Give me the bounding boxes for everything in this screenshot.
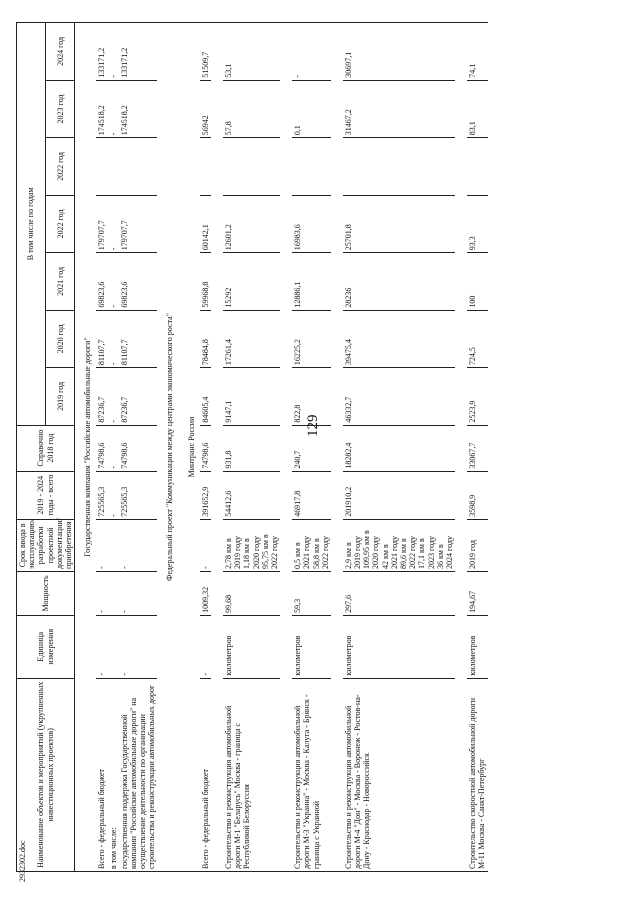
row-year-value: 822,8	[292, 368, 331, 425]
row-deadline	[467, 519, 487, 571]
row-year-value: 2523,9	[467, 368, 487, 425]
row-capacity: 59,3	[292, 571, 331, 615]
col-group-header: В том числе по годам	[17, 23, 46, 426]
row-year-value: -	[108, 310, 119, 367]
row-year-value: 81107,7	[119, 310, 158, 367]
deadline-line: 2024 году	[444, 536, 454, 569]
row-year-value: 81107,7	[96, 310, 107, 367]
col-year-header: 2020 год	[46, 310, 75, 367]
col-total-header: 2019 - 2024 годы - всего	[17, 471, 75, 519]
col-year-header: 2023 год	[46, 80, 75, 137]
deadline-line: 36 км в	[435, 544, 445, 569]
row-unit: -	[119, 615, 158, 678]
deadline-line: 42 км в	[380, 544, 390, 569]
row-unit	[108, 615, 119, 678]
deadline-line: 2019 году	[233, 536, 243, 569]
row-deadline	[108, 519, 119, 571]
row-year-value: 16225,2	[292, 310, 331, 367]
row-ref: 74798,6	[96, 425, 107, 471]
row-year-value: -	[108, 80, 119, 137]
deadline-line: 2020 году	[371, 536, 381, 569]
table-row	[108, 23, 119, 872]
row-year-value: 174518,2	[119, 80, 158, 137]
table-row	[200, 23, 211, 872]
row-year-value: 69823,6	[119, 253, 158, 310]
row-year-value	[200, 138, 211, 195]
row-ref: -	[108, 425, 119, 471]
row-year-value	[292, 138, 331, 195]
deadline-line: 2019 год	[468, 540, 478, 569]
row-ref: 74798,6	[119, 425, 158, 471]
row-total: -	[108, 471, 119, 519]
row-year-value: 9147,1	[223, 368, 280, 425]
row-year-value: 87236,7	[96, 368, 107, 425]
row-year-value: 25701,8	[343, 195, 455, 252]
row-year-value: 179707,7	[119, 195, 158, 252]
col-year-header: 2021 год	[46, 253, 75, 310]
row-total: 46917,8	[292, 471, 331, 519]
deadline-line: 2022 году	[320, 536, 330, 569]
row-year-value: -	[292, 23, 331, 81]
row-year-value: 15292	[223, 253, 280, 310]
rotated-table-sheet	[16, 22, 621, 872]
row-year-value: 93,3	[467, 195, 487, 252]
row-name: Всего - федеральный бюджет	[200, 678, 211, 871]
row-year-value: 174518,2	[96, 80, 107, 137]
row-year-value	[467, 138, 487, 195]
row-deadline: -	[96, 519, 107, 571]
row-year-value	[343, 138, 455, 195]
deadline-line: 2023 году	[426, 536, 436, 569]
row-unit: -	[96, 615, 107, 678]
row-name: Всего - федеральный бюджет	[96, 678, 107, 871]
row-year-value: 84605,4	[200, 368, 211, 425]
row-name: государственная поддержка Государственной компании "Российские автомобильные дороги" на осуществление деятельности по организации строительства и реконструкции автомобильных дорог	[119, 678, 158, 871]
row-year-value: 28236	[343, 253, 455, 310]
row-deadline	[200, 519, 211, 571]
deadline-line: 1,18 км в	[242, 538, 252, 569]
row-deadline: -	[119, 519, 158, 571]
row-total: 725565,3	[119, 471, 158, 519]
row-deadline	[223, 519, 280, 571]
deadline-line: 17,1 км в	[417, 538, 427, 569]
deadline-line: 2,78 км в	[224, 538, 233, 569]
page-number: 129	[305, 414, 321, 437]
row-ref: 33067,7	[467, 425, 487, 471]
table-row	[467, 23, 487, 872]
row-year-value: 12601,2	[223, 195, 280, 252]
col-name-header: Наименование объектов и мероприятий (укрупненных инвестиционных проектов)	[17, 678, 75, 871]
row-year-value: 30697,1	[343, 23, 455, 81]
deadline-line: 2021 году	[389, 536, 399, 569]
row-capacity: -	[96, 571, 107, 615]
row-year-value	[108, 138, 119, 195]
row-unit: километров	[292, 615, 331, 678]
col-ref-header: Справочно 2018 год	[17, 425, 75, 471]
row-name: Строительство скоростной автомобильной дороги М-11 Москва - Санкт-Петербург	[467, 678, 487, 871]
deadline-line: 2019 году	[353, 536, 363, 569]
col-year-header: 2022 год	[46, 195, 75, 252]
row-year-value: 46332,7	[343, 368, 455, 425]
row-total: 201910,2	[343, 471, 455, 519]
table-row	[292, 23, 331, 872]
row-year-value	[96, 138, 107, 195]
deadline-line: 95,75 км в	[260, 534, 270, 569]
row-year-value: 57,8	[223, 80, 280, 137]
row-year-value: 0,1	[292, 80, 331, 137]
row-year-value: 179707,7	[96, 195, 107, 252]
row-year-value: 56942	[200, 80, 211, 137]
col-deadline-header: Срок ввода в эксплуатацию/ разработки проектной документации/ приобретения	[17, 519, 75, 571]
row-year-value	[223, 138, 280, 195]
deadline-line: 0,5 км в	[293, 542, 303, 569]
row-name: в том числе:	[108, 678, 119, 871]
row-year-value: 133171,2	[119, 23, 158, 81]
row-year-value: 31467,2	[343, 80, 455, 137]
row-unit: километров	[343, 615, 455, 678]
col-year-header: 2022 год	[46, 138, 75, 195]
row-year-value: 100	[467, 253, 487, 310]
row-year-value: -	[108, 253, 119, 310]
subsection-title: Минтранс России	[179, 23, 200, 872]
table-row	[223, 23, 280, 872]
row-year-value: 51509,7	[200, 23, 211, 81]
col-unit-header: Единица измерения	[17, 615, 75, 678]
row-deadline	[343, 519, 455, 571]
row-capacity: 297,6	[343, 571, 455, 615]
row-year-value: 12886,1	[292, 253, 331, 310]
row-capacity: 1009,32	[200, 571, 211, 615]
row-year-value: 69823,6	[96, 253, 107, 310]
table-row	[119, 23, 158, 872]
row-unit: километров	[467, 615, 487, 678]
row-year-value: 78484,8	[200, 310, 211, 367]
col-capacity-header: Мощность	[17, 571, 75, 615]
row-unit: километров	[223, 615, 280, 678]
col-year-header: 2024 год	[46, 23, 75, 81]
deadline-line: 89,6 км в	[399, 538, 408, 569]
row-name: Строительство и реконструкция автомобильной дороги М-3 "Украина" - Москва - Калуга - Брянск - граница с Украиной	[292, 678, 331, 871]
row-deadline	[292, 519, 331, 571]
row-year-value: 17261,4	[223, 310, 280, 367]
row-capacity	[108, 571, 119, 615]
row-ref: 74798,6	[200, 425, 211, 471]
row-ref: 18282,4	[343, 425, 455, 471]
row-year-value: 39475,4	[343, 310, 455, 367]
row-total: 54412,6	[223, 471, 280, 519]
row-capacity: 194,67	[467, 571, 487, 615]
row-total: 391652,9	[200, 471, 211, 519]
row-capacity: 99,68	[223, 571, 280, 615]
row-unit: -	[200, 615, 211, 678]
section-title: Федеральный проект "Коммуникации между центрами экономического роста"	[157, 23, 178, 872]
section-title: Государственная компания "Российские автомобильные дороги"	[75, 23, 97, 872]
row-year-value	[119, 138, 158, 195]
deadline-line: 58,8 км в	[311, 538, 321, 569]
footer-filename: 2932302.doc	[18, 840, 27, 882]
row-capacity: -	[119, 571, 158, 615]
row-year-value: 83,1	[467, 80, 487, 137]
budget-table	[16, 22, 488, 872]
row-ref: 931,8	[223, 425, 280, 471]
row-year-value: 59968,8	[200, 253, 211, 310]
deadline-line: -	[200, 566, 210, 569]
deadline-line: 2022 году	[269, 536, 279, 569]
row-year-value: 133171,2	[96, 23, 107, 81]
row-year-value: 60142,1	[200, 195, 211, 252]
row-name: Строительство и реконструкция автомобильной дороги М-4 "Дон" - Москва - Воронеж - Ростов-на-Дону - Краснодар - Новороссийск	[343, 678, 455, 871]
row-year-value: 16983,6	[292, 195, 331, 252]
row-year-value: 87236,7	[119, 368, 158, 425]
row-name: Строительство и реконструкция автомобильной дороги М-1 "Беларусь" Москва - граница с Республикой Белоруссия	[223, 678, 280, 871]
table-row	[96, 23, 107, 872]
row-year-value: 724,5	[467, 310, 487, 367]
row-year-value: -	[108, 195, 119, 252]
row-ref: 240,7	[292, 425, 331, 471]
row-year-value: 74,1	[467, 23, 487, 81]
row-year-value: 53,1	[223, 23, 280, 81]
table-row	[343, 23, 455, 872]
row-total: 725565,3	[96, 471, 107, 519]
deadline-line: 2020 году	[251, 536, 261, 569]
row-total: 3598,9	[467, 471, 487, 519]
deadline-line: 2021 году	[302, 536, 312, 569]
deadline-line: 109,95 км в	[362, 530, 372, 569]
col-year-header: 2019 год	[46, 368, 75, 425]
deadline-line: 2,9 км в	[343, 542, 353, 569]
row-year-value: -	[108, 368, 119, 425]
deadline-line: 2022 году	[408, 536, 418, 569]
row-year-value: -	[108, 23, 119, 81]
